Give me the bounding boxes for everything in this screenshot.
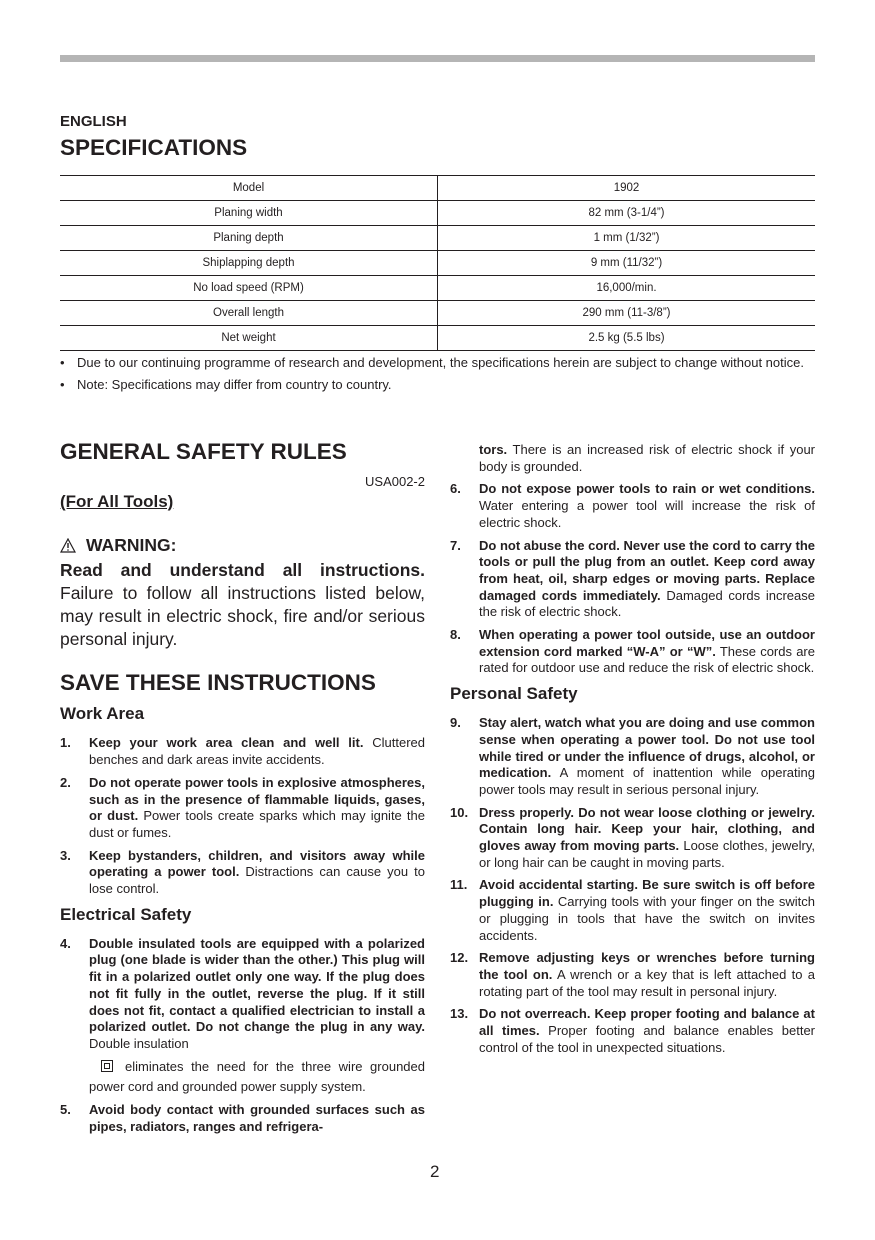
list-item: 8. When operating a power tool outside, use an outdoor extension cord marked “W-A” or “W”. These cords are rated for outdoor use and reduce the risk of electric shock. — [450, 627, 815, 676]
list-item: 10. Dress properly. Do not wear loose clothing or jewelry. Contain long hair. Keep your hair, clothing, and gloves away from moving parts. Loose clothes, jewelry, or long hair can be caught in moving parts. — [450, 804, 815, 870]
top-rule — [60, 55, 815, 62]
left-column — [60, 438, 425, 1141]
list-item: 6. Do not expose power tools to rain or wet conditions. Water entering a power tool will increase the risk of electric shock. — [450, 481, 815, 530]
list-item: 4. Double insulated tools are equipped with a polarized plug (one blade is wider than the other.) This plug will fit in a polarized outlet only one way. If the plug does not fit fully in the outlet, reverse the plug. If it still does not fit, contact a qualified electrician to install a polarized outlet. Do not change the plug in any way. Double insulation — [60, 935, 425, 1051]
list-item: 3. Keep bystanders, children, and visitors away while operating a power tool. Distractions can cause you to lose control. — [60, 847, 425, 897]
list-item: • Note: Specifications may differ from country to country. — [60, 377, 392, 392]
table-row — [60, 201, 815, 226]
list-item: 7. Do not abuse the cord. Never use the cord to carry the tools or pull the plug from an outlet. Keep cord away from heat, oil, sharp edges or moving parts. Replace damaged cords immediately. Damaged cords increase the risk of electric shock. — [450, 537, 815, 620]
spec-value: 9 mm (11/32”) — [438, 251, 816, 276]
spec-label: Net weight — [60, 326, 438, 351]
list-item: 1. Keep your work area clean and well lit. Cluttered benches and dark areas invite accidents. — [60, 735, 425, 768]
spec-label: Shiplapping depth — [60, 251, 438, 276]
spec-value: 1902 — [438, 176, 816, 201]
double-insulation-icon — [101, 1060, 113, 1072]
spec-label: Model — [60, 176, 438, 201]
save-instructions-title: SAVE THESE INSTRUCTIONS — [60, 670, 376, 696]
list-item: 12. Remove adjusting keys or wrenches before turning the tool on. A wrench or a key that is left attached to a rotating part of the tool may result in personal injury. — [450, 950, 815, 999]
table-row — [60, 326, 815, 351]
bullet-icon: • — [60, 377, 65, 392]
spec-label: Planing depth — [60, 226, 438, 251]
bullet-icon: • — [60, 355, 65, 370]
list-item: 2. Do not operate power tools in explosive atmospheres, such as in the presence of flammable liquids, gases, or dust. Power tools create sparks which may ignite the dust or fumes. — [60, 774, 425, 840]
table-row — [60, 301, 815, 326]
specifications-title: SPECIFICATIONS — [60, 135, 248, 160]
spec-notes — [60, 354, 815, 398]
right-column — [450, 442, 815, 1063]
list-item: 13. Do not overreach. Keep proper footing and balance at all times. Proper footing and balance enables better control of the tool in unexpected situations. — [450, 1006, 816, 1055]
safety-rules-title: GENERAL SAFETY RULES — [60, 439, 347, 464]
spec-value: 1 mm (1/32”) — [438, 226, 816, 251]
spec-value: 82 mm (3-1/4”) — [438, 201, 816, 226]
page-number: 2 — [430, 1162, 440, 1181]
list-item-continuation: eliminates the need for the three wire grounded power cord and grounded power supply system. — [89, 1058, 425, 1095]
warning-block — [60, 534, 425, 651]
table-row — [60, 276, 815, 301]
work-area-heading: Work Area — [60, 704, 145, 724]
table-row — [60, 226, 815, 251]
for-all-tools-subtitle: (For All Tools) — [60, 491, 174, 511]
list-item: • Due to our continuing programme of research and development, the specifications herein are subject to change without notice. — [60, 355, 804, 370]
specifications-table — [60, 175, 815, 351]
spec-value: 2.5 kg (5.5 lbs) — [438, 326, 816, 351]
spec-value: 16,000/min. — [438, 276, 816, 301]
list-item-continuation: tors. There is an increased risk of electric shock if your body is grounded. — [479, 442, 815, 474]
document-reference: USA002-2 — [365, 474, 425, 489]
language-label: ENGLISH — [60, 113, 127, 130]
spec-value: 290 mm (11-3/8”) — [438, 301, 816, 326]
electrical-safety-heading: Electrical Safety — [60, 904, 192, 924]
warning-triangle-icon — [60, 536, 76, 559]
list-item: 9. Stay alert, watch what you are doing and use common sense when operating a power tool. Do not use tool while tired or under the influence of drugs, alcohol, or medication. A moment of inattention while operating power tools may result in serious personal injury. — [450, 715, 815, 797]
spec-label: Overall length — [60, 301, 438, 326]
list-item: 11. Avoid accidental starting. Be sure switch is off before plugging in. Carrying tools with your finger on the switch or plugging in tools that have the switch on invites accidents. — [450, 877, 815, 943]
warning-heading: WARNING: — [60, 534, 425, 559]
table-row — [60, 176, 815, 201]
list-item: 5. Avoid body contact with grounded surfaces such as pipes, radiators, ranges and refrigera- — [60, 1102, 425, 1134]
spec-label: Planing width — [60, 201, 438, 226]
warning-text: Read and understand all instructions. Failure to follow all instructions listed below, may result in electric shock, fire and/or serious personal injury. — [60, 560, 425, 650]
spec-label: No load speed (RPM) — [60, 276, 438, 301]
table-row — [60, 251, 815, 276]
personal-safety-heading: Personal Safety — [450, 684, 578, 704]
